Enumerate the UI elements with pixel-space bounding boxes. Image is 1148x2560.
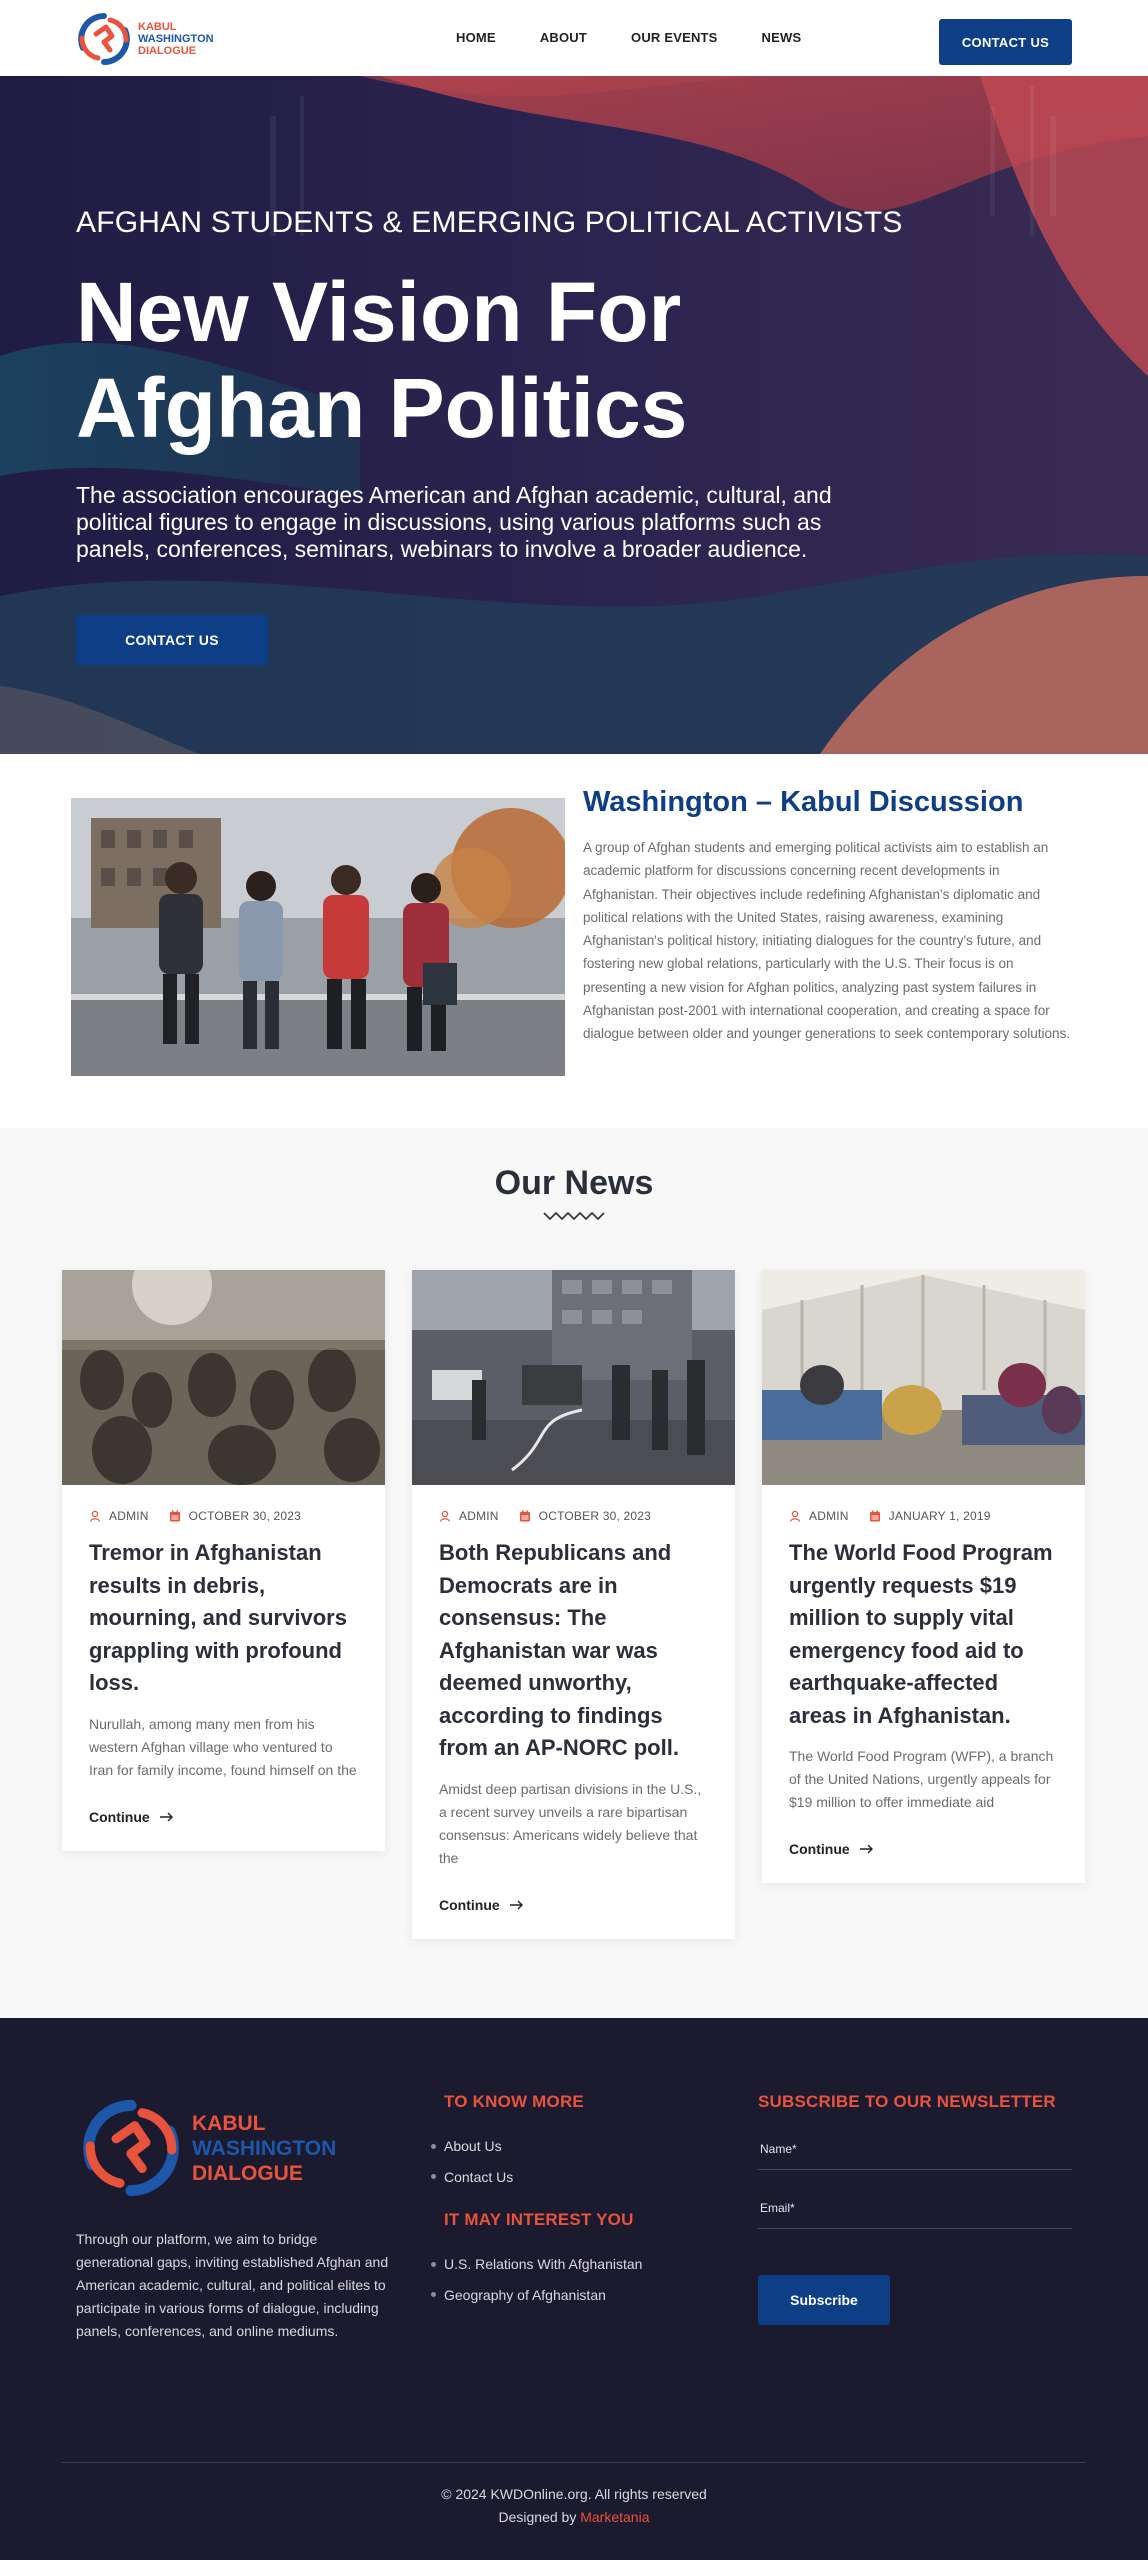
logo-line-3: DIALOGUE — [138, 45, 197, 57]
calendar-icon — [519, 1510, 531, 1522]
calendar-icon — [169, 1510, 181, 1522]
site-logo[interactable] — [76, 12, 214, 66]
footer-link-geography[interactable]: Geography of Afghanistan — [431, 2287, 642, 2303]
date-meta — [519, 1509, 651, 1523]
user-icon — [439, 1510, 451, 1522]
author-meta — [89, 1509, 149, 1523]
header-contact-button[interactable]: CONTACT US — [939, 19, 1072, 65]
user-icon — [789, 1510, 801, 1522]
news-card-excerpt: Nurullah, among many men from his western Afghan village who ventured to Iran for family income, found himself on the — [89, 1715, 357, 1778]
footer-logo[interactable] — [76, 2098, 336, 2198]
logo-mark-icon — [76, 2098, 186, 2198]
footer-about: Through our platform, we aim to bridge generational gaps, inviting established Afghan and American academic, cultural, and political elites to participate in various forms of dialogue, including panels, conferences, and online mediums. — [76, 2231, 389, 2339]
site-footer — [0, 2018, 1148, 2560]
news-card-meta — [89, 1509, 358, 1523]
site-header — [0, 0, 1148, 76]
hero-title — [76, 264, 976, 456]
logo-mark-icon — [76, 12, 132, 66]
logo-line-1: KABUL — [138, 21, 177, 33]
know-more-list — [431, 2138, 513, 2199]
continue-link[interactable] — [439, 1897, 708, 1913]
hero-section — [0, 76, 1148, 754]
news-author: ADMIN — [459, 1509, 499, 1523]
news-card — [762, 1270, 1085, 1883]
designer-credit — [0, 2509, 1148, 2525]
hero-description: The association encourages American and Afghan academic, cultural, and political figures to engage in discussions, using various platforms such as panels, conferences, seminars, webinars to involve a broader audience. — [76, 482, 832, 562]
footer-logo-line-1: KABUL — [192, 2111, 266, 2135]
nav-news[interactable]: NEWS — [761, 30, 802, 45]
news-card-image[interactable] — [62, 1270, 385, 1485]
news-card — [62, 1270, 385, 1851]
footer-divider — [62, 2462, 1086, 2463]
hero-kicker: AFGHAN STUDENTS & EMERGING POLITICAL ACTIVISTS — [76, 206, 903, 239]
know-more-heading: TO KNOW MORE — [444, 2092, 584, 2111]
news-card-excerpt: Amidst deep partisan divisions in the U.S., a recent survey unveils a rare bipartisan consensus: Americans widely believe that the — [439, 1780, 702, 1866]
news-card-title[interactable]: Both Republicans and Democrats are in consensus: The Afghanistan war was deemed unworthy, according to findings from an AP-NORC poll. — [439, 1540, 679, 1760]
news-date: OCTOBER 30, 2023 — [538, 1509, 652, 1523]
calendar-icon — [869, 1510, 881, 1522]
author-meta — [789, 1509, 849, 1523]
nav-home[interactable]: HOME — [456, 30, 496, 45]
about-title: Washington – Kabul Discussion — [583, 786, 1024, 818]
news-card-title[interactable]: The World Food Program urgently requests $19 million to supply vital emergency food aid to earthquake-affected areas in Afghanistan. — [789, 1540, 1053, 1728]
footer-logo-line-2: WASHINGTON — [192, 2136, 337, 2160]
news-author: ADMIN — [109, 1509, 149, 1523]
news-date: OCTOBER 30, 2023 — [188, 1509, 302, 1523]
arrow-right-icon — [860, 1844, 874, 1854]
nav-about[interactable]: ABOUT — [539, 30, 588, 45]
subscribe-button[interactable]: Subscribe — [758, 2275, 890, 2325]
continue-link[interactable] — [89, 1809, 358, 1825]
squiggle-divider-icon — [543, 1210, 605, 1222]
footer-logo-line-3: DIALOGUE — [192, 2161, 303, 2185]
nav-our-events[interactable]: OUR EVENTS — [631, 30, 718, 45]
news-title: Our News — [494, 1164, 654, 1202]
footer-wordmark — [192, 2111, 336, 2186]
hero-contact-button[interactable]: CONTACT US — [76, 615, 268, 665]
logo-wordmark — [138, 21, 214, 57]
about-text: A group of Afghan students and emerging political activists aim to establish an academic platform for discussions concerning recent developments in Afghanistan. Their objectives include redefining Afghanistan's diplomatic and political relations with the United States, raising awareness, examining Afghanistan's political history, initiating dialogues for the country's future, and fostering new global relations, particularly with the U.S. Their focus is on presenting a new vision for Afghan politics, analyzing past system failures in Afghanistan post-2001 with international cooperation, and creating a space for dialogue between older and younger generations to seek contemporary solutions. — [583, 840, 1071, 1042]
interest-list — [431, 2256, 642, 2317]
newsletter-name-field — [758, 2134, 1072, 2170]
continue-label: Continue — [89, 1808, 150, 1825]
newsletter-email-field — [758, 2193, 1072, 2229]
credit-prefix: Designed by — [498, 2509, 581, 2525]
news-section — [0, 1128, 1148, 2018]
date-meta — [169, 1509, 301, 1523]
news-card-meta — [439, 1509, 708, 1523]
news-card-image[interactable] — [412, 1270, 735, 1485]
hero-title-line-1: New Vision For — [76, 265, 682, 359]
news-card-excerpt: The World Food Program (WFP), a branch of the United Nations, urgently appeals for $19 million to offer immediate aid — [789, 1748, 1054, 1810]
hero-title-line-2: Afghan Politics — [76, 361, 688, 455]
news-card-image[interactable] — [762, 1270, 1085, 1485]
news-card-title[interactable]: Tremor in Afghanistan results in debris, mourning, and survivors grappling with profound loss. — [89, 1540, 347, 1695]
news-date: JANUARY 1, 2019 — [888, 1509, 991, 1523]
students-photo — [71, 798, 565, 1076]
email-input[interactable] — [758, 2193, 1072, 2223]
footer-link-us-relations[interactable]: U.S. Relations With Afghanistan — [431, 2256, 642, 2272]
copyright: © 2024 KWDOnline.org. All rights reserved — [441, 2486, 707, 2502]
continue-link[interactable] — [789, 1841, 1058, 1857]
user-icon — [89, 1510, 101, 1522]
date-meta — [869, 1509, 991, 1523]
footer-link-contact-us[interactable]: Contact Us — [431, 2169, 513, 2185]
continue-label: Continue — [439, 1896, 500, 1913]
logo-line-2: WASHINGTON — [138, 33, 214, 45]
news-author: ADMIN — [809, 1509, 849, 1523]
interest-heading: IT MAY INTEREST YOU — [444, 2210, 634, 2229]
news-card-meta — [789, 1509, 1058, 1523]
footer-link-about-us[interactable]: About Us — [431, 2138, 513, 2154]
designer-link[interactable]: Marketania — [580, 2509, 650, 2525]
name-input[interactable] — [758, 2134, 1072, 2164]
arrow-right-icon — [510, 1900, 524, 1910]
newsletter-heading: SUBSCRIBE TO OUR NEWSLETTER — [758, 2092, 1056, 2111]
main-nav — [456, 30, 845, 45]
continue-label: Continue — [789, 1841, 850, 1857]
author-meta — [439, 1509, 499, 1523]
arrow-right-icon — [160, 1812, 174, 1822]
news-card — [412, 1270, 735, 1939]
